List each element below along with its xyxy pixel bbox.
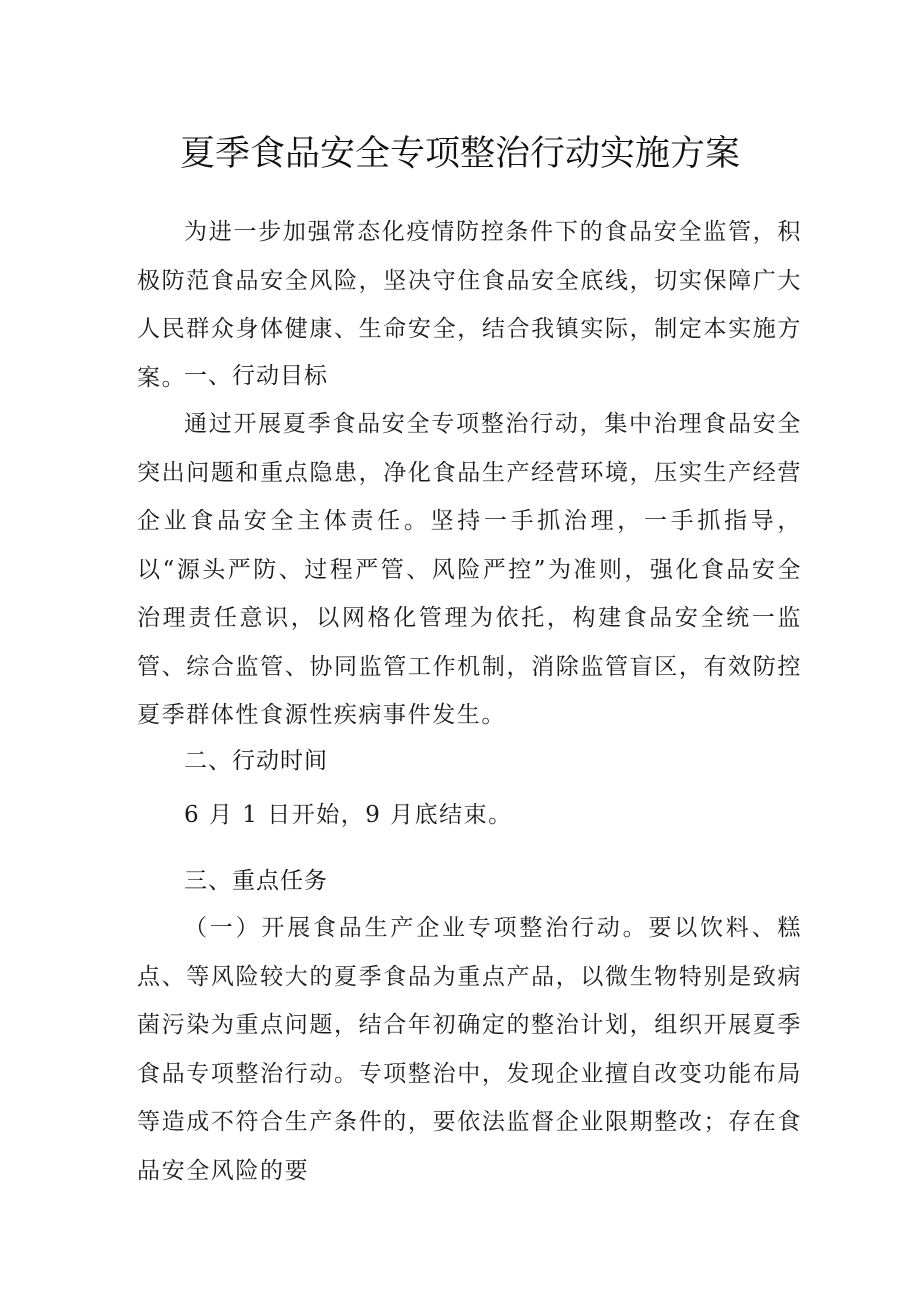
intro-paragraph: 为进一步加强常态化疫情防控条件下的食品安全监管，积极防范食品安全风险，坚决守住食品安全底线，切实保障广大人民群众身体健康、生命安全，结合我镇实际，制定本实施方案。 bbox=[137, 219, 802, 391]
section-body-tasks: （一）开展食品生产企业专项整治行动。要以饮料、糕点、等风险较大的夏季食品为重点产品，以微生物特别是致病菌污染为重点问题，结合年初确定的整治计划，组织开展夏季食品专项整治行动。专项整治中，发现企业擅自改变功能布局等造成不符合生产条件的，要依法监督企业限期整改；存在食品安全风险的要 bbox=[137, 915, 802, 1184]
section-heading-time: 二、行动时间 bbox=[184, 748, 328, 774]
section-heading-tasks: 三、重点任务 bbox=[184, 868, 328, 894]
section-body-time: 6 月 1 日开始，9 月底结束。 bbox=[184, 802, 513, 828]
section-heading-goals: 一、行动目标 bbox=[184, 363, 328, 389]
page-title: 夏季食品安全专项整治行动实施方案 bbox=[179, 134, 740, 174]
section-body-goals: 通过开展夏季食品安全专项整治行动，集中治理食品安全突出问题和重点隐患，净化食品生产经营环境，压实生产经营企业食品安全主体责任。坚持一手抓治理，一手抓指导，以“源头严防、过程严管、风险严控”为准则，强化食品安全治理责任意识，以网格化管理为依托，构建食品安全统一监管、综合监管、协同监管工作机制，消除监管盲区，有效防控夏季群体性食源性疾病事件发生。 bbox=[137, 411, 802, 728]
